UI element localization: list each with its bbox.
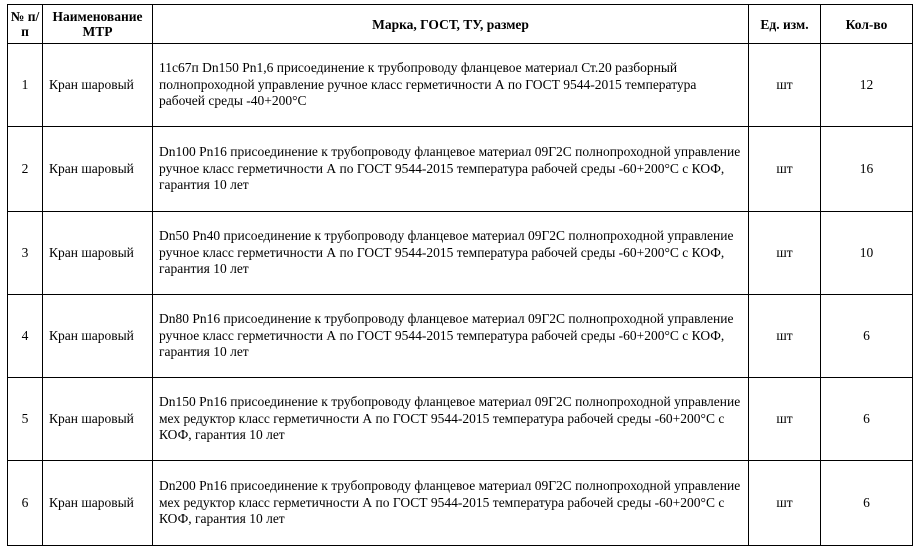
cell-unit: шт: [749, 295, 821, 378]
cell-qty: 16: [821, 127, 913, 212]
materials-spec-table: [7, 4, 913, 546]
cell-name: Кран шаровый: [43, 378, 153, 461]
cell-num: 4: [8, 295, 43, 378]
table-row: [8, 378, 913, 461]
cell-name: Кран шаровый: [43, 44, 153, 127]
cell-qty: 10: [821, 212, 913, 295]
cell-qty: 12: [821, 44, 913, 127]
cell-desc: Dn50 Pn40 присоединение к трубопроводу фланцевое материал 09Г2С полнопроходной управление ручное класс герметичности А по ГОСТ 9544-2015 температура рабочей среды -60+200°С с КОФ, гарантия 10 лет: [153, 212, 749, 295]
cell-num: 5: [8, 378, 43, 461]
cell-qty: 6: [821, 295, 913, 378]
header-name: Наименование МТР: [43, 5, 153, 44]
cell-unit: шт: [749, 461, 821, 546]
cell-desc: Dn150 Pn16 присоединение к трубопроводу фланцевое материал 09Г2С полнопроходной управление мех редуктор класс герметичности А по ГОСТ 9544-2015 температура рабочей среды -60+200°С с КОФ, гарантия 10 лет: [153, 378, 749, 461]
cell-desc: Dn100 Pn16 присоединение к трубопроводу фланцевое материал 09Г2С полнопроходной управление ручное класс герметичности А по ГОСТ 9544-2015 температура рабочей среды -60+200°С с КОФ, гарантия 10 лет: [153, 127, 749, 212]
header-brand-gost: Марка, ГОСТ, ТУ, размер: [153, 5, 749, 44]
cell-qty: 6: [821, 378, 913, 461]
table-row: [8, 127, 913, 212]
cell-name: Кран шаровый: [43, 295, 153, 378]
table-header-row: [8, 5, 913, 44]
table-row: [8, 44, 913, 127]
cell-desc: Dn200 Pn16 присоединение к трубопроводу фланцевое материал 09Г2С полнопроходной управление мех редуктор класс герметичности А по ГОСТ 9544-2015 температура рабочей среды -60+200°С с КОФ, гарантия 10 лет: [153, 461, 749, 546]
cell-num: 6: [8, 461, 43, 546]
cell-unit: шт: [749, 378, 821, 461]
cell-num: 3: [8, 212, 43, 295]
table-row: [8, 212, 913, 295]
cell-unit: шт: [749, 44, 821, 127]
cell-name: Кран шаровый: [43, 212, 153, 295]
cell-desc: Dn80 Pn16 присоединение к трубопроводу фланцевое материал 09Г2С полнопроходной управление ручное класс герметичности А по ГОСТ 9544-2015 температура рабочей среды -60+200°С с КОФ, гарантия 10 лет: [153, 295, 749, 378]
cell-desc: 11с67п Dn150 Pn1,6 присоединение к трубопроводу фланцевое материал Ст.20 разборный полнопроходной управление ручное класс герметичности А по ГОСТ 9544-2015 температура рабочей среды -40+200°С: [153, 44, 749, 127]
header-unit: Ед. изм.: [749, 5, 821, 44]
table-row: [8, 295, 913, 378]
cell-num: 1: [8, 44, 43, 127]
table-row: [8, 461, 913, 546]
cell-name: Кран шаровый: [43, 461, 153, 546]
header-num: № п/п: [8, 5, 43, 44]
cell-name: Кран шаровый: [43, 127, 153, 212]
cell-qty: 6: [821, 461, 913, 546]
cell-unit: шт: [749, 212, 821, 295]
header-qty: Кол-во: [821, 5, 913, 44]
cell-unit: шт: [749, 127, 821, 212]
cell-num: 2: [8, 127, 43, 212]
